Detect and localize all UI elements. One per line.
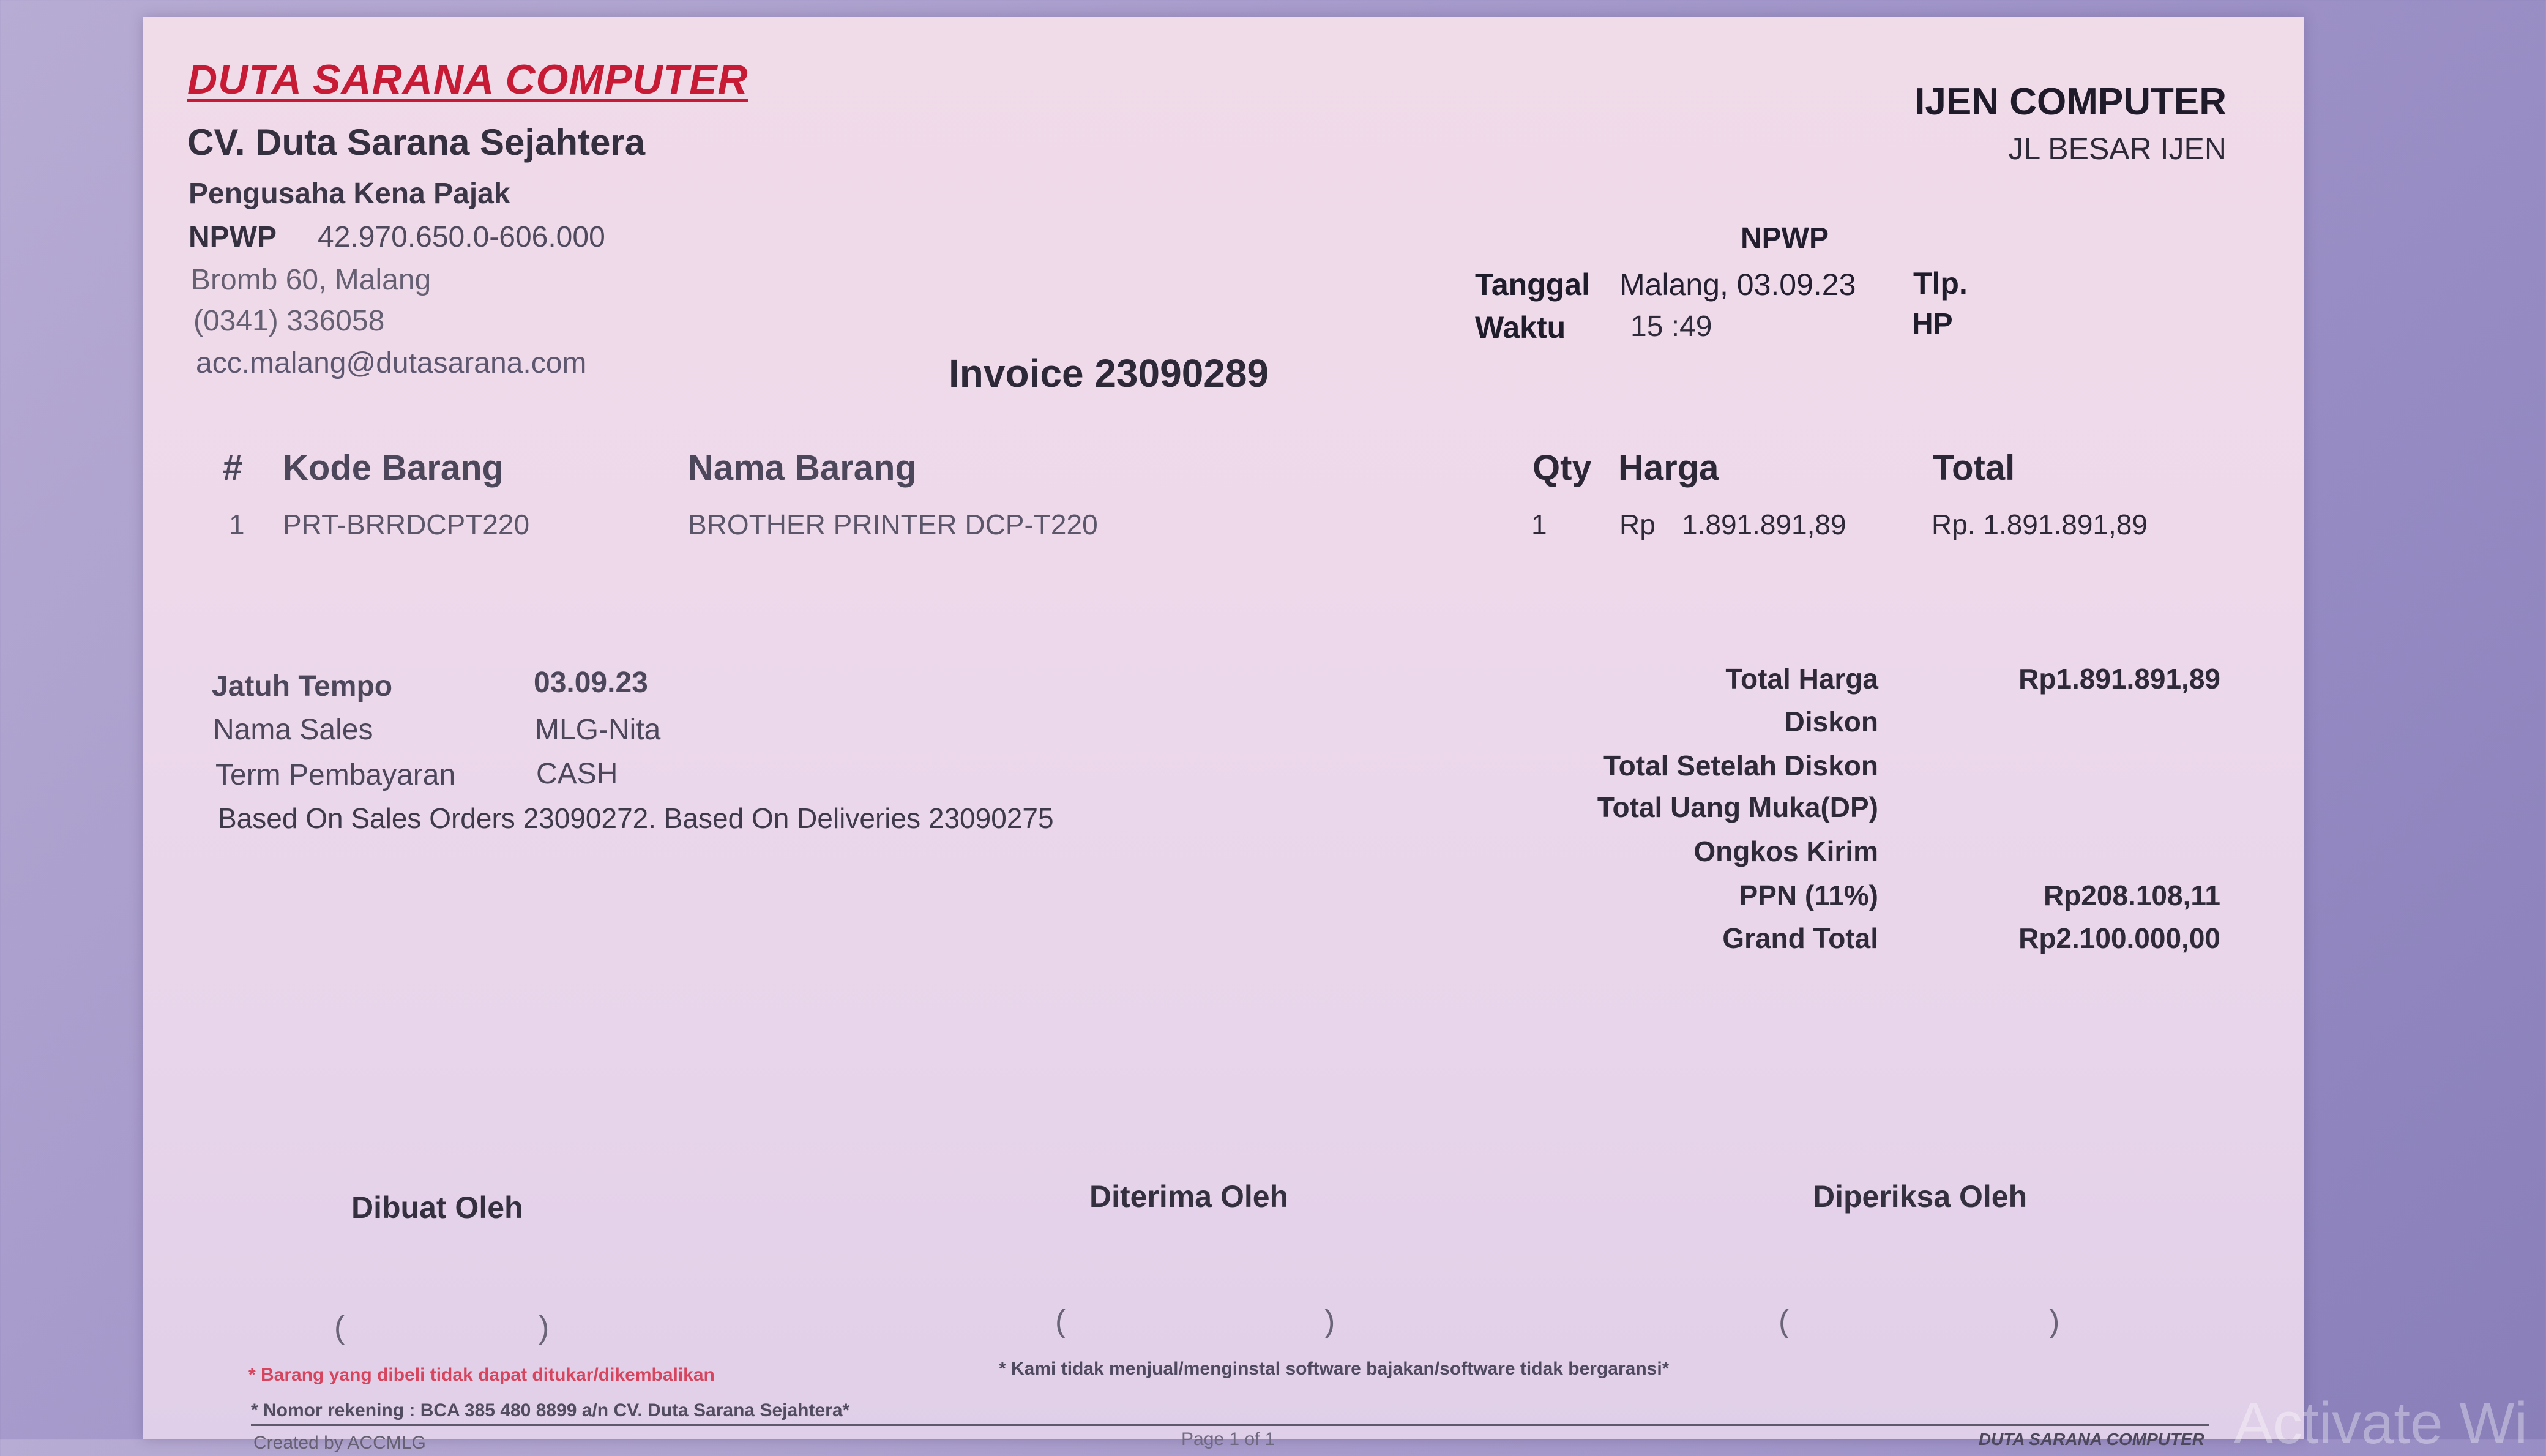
signature-close-paren: ) [539,1310,550,1345]
due-date-value: 03.09.23 [534,666,648,699]
product-name: BROTHER PRINTER DCP-T220 [688,509,1098,540]
signature-close-paren: ) [2049,1304,2060,1339]
summary-label-discount: Diskon [1784,706,1878,737]
summary-label-down-payment: Total Uang Muka(DP) [1597,791,1878,823]
non-returnable-note: * Barang yang dibeli tidak dapat ditukar/dikembalikan [248,1365,715,1385]
summary-label-vat: PPN (11%) [1739,879,1878,911]
signature-open-paren: ( [1055,1304,1066,1339]
summary-value-vat: Rp208.108,11 [2043,879,2220,911]
software-notice: * Kami tidak menjual/menginstal software bajakan/software tidak bergaransi* [999,1359,1670,1379]
time-label: Waktu [1475,310,1566,345]
telephone-label: Tlp. [1913,266,1968,301]
brand-logo: DUTA SARANA COMPUTER [187,56,748,103]
company-phone: (0341) 336058 [193,305,385,337]
column-header-code: Kode Barang [283,448,504,488]
summary-value-total-price: Rp1.891.891,89 [2018,663,2220,695]
product-qty: 1 [1531,509,1547,540]
payment-term-label: Term Pembayaran [215,759,456,791]
column-header-price: Harga [1618,448,1719,488]
summary-label-total-price: Total Harga [1725,663,1878,695]
date-value: Malang, 03.09.23 [1619,267,1856,302]
product-price: 1.891.891,89 [1682,509,1846,540]
customer-name: IJEN COMPUTER [1914,81,2227,123]
company-email: acc.malang@dutasarana.com [196,347,587,379]
summary-label-grand-total: Grand Total [1722,922,1878,954]
row-number: 1 [229,509,245,540]
date-label: Tanggal [1475,267,1590,302]
windows-activation-watermark: Activate Wi [2234,1391,2528,1456]
invoice-document [143,17,2304,1453]
summary-value-grand-total: Rp2.100.000,00 [2018,922,2220,954]
payment-term-value: CASH [536,758,618,790]
signature-open-paren: ( [334,1310,345,1345]
customer-address: JL BESAR IJEN [2008,132,2227,166]
summary-label-shipping: Ongkos Kirim [1693,835,1878,867]
product-code: PRT-BRRDCPT220 [283,509,530,540]
sales-name-value: MLG-Nita [535,714,661,746]
company-name: CV. Duta Sarana Sejahtera [187,122,646,163]
column-header-total: Total [1933,448,2015,488]
page-indicator: Page 1 of 1 [1181,1429,1275,1449]
footer-divider [251,1424,2209,1426]
sales-name-label: Nama Sales [213,714,373,746]
due-date-label: Jatuh Tempo [212,670,393,703]
footer-brand-logo: DUTA SARANA COMPUTER [1978,1430,2204,1449]
company-address: Bromb 60, Malang [191,264,431,296]
hp-label: HP [1912,308,1953,340]
invoice-title: Invoice 23090289 [949,351,1269,395]
product-total: Rp. 1.891.891,89 [1932,509,2148,540]
time-value: 15 :49 [1630,310,1712,343]
company-npwp-label: NPWP [189,221,277,253]
created-by: Created by ACCMLG [253,1433,426,1453]
order-reference: Based On Sales Orders 23090272. Based On Deliveries 23090275 [218,802,1054,834]
company-npwp-value: 42.970.650.0-606.000 [318,221,605,253]
signature-received-by-label: Diterima Oleh [1089,1179,1289,1214]
signature-open-paren: ( [1779,1304,1790,1339]
signature-close-paren: ) [1324,1304,1335,1339]
signature-made-by-label: Dibuat Oleh [351,1190,523,1225]
column-header-name: Nama Barang [688,448,917,488]
price-currency: Rp [1619,509,1656,540]
summary-label-after-discount: Total Setelah Diskon [1603,750,1878,782]
column-header-qty: Qty [1532,448,1592,488]
column-header-number: # [223,448,243,488]
bank-account-note: * Nomor rekening : BCA 385 480 8899 a/n CV. Duta Sarana Sejahtera* [251,1400,850,1421]
customer-npwp-label: NPWP [1741,222,1829,255]
tax-status: Pengusaha Kena Pajak [189,177,510,210]
signature-checked-by-label: Diperiksa Oleh [1813,1179,2028,1214]
